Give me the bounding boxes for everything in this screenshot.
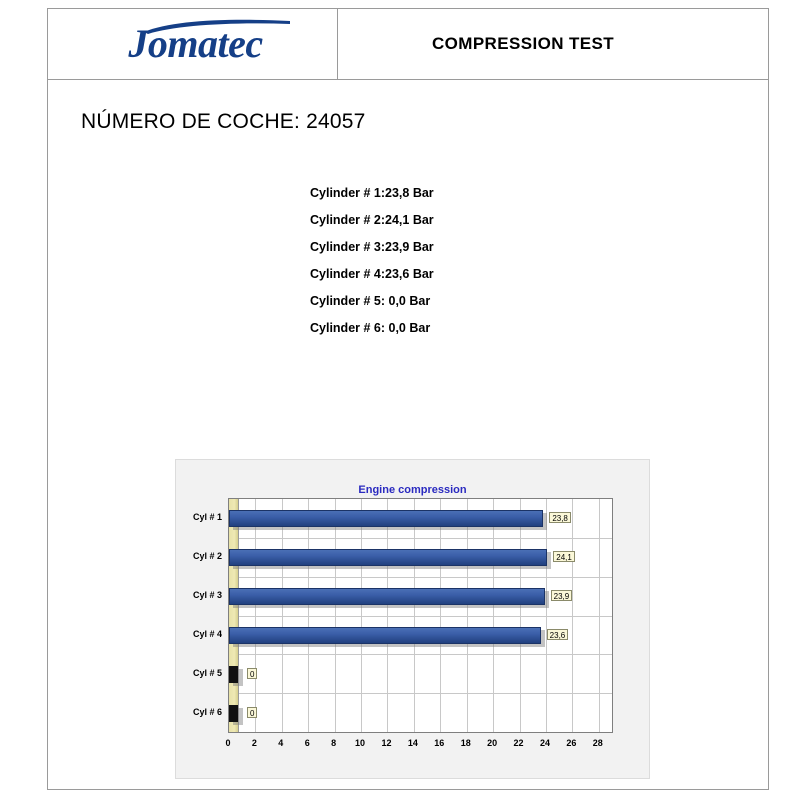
chart-x-tick-label: 12 bbox=[381, 738, 392, 748]
cylinder-value: 23,6 Bar bbox=[385, 267, 434, 281]
chart-x-tick-label: 14 bbox=[407, 738, 418, 748]
chart-x-tick-label: 16 bbox=[434, 738, 445, 748]
cylinder-label: Cylinder # 3: bbox=[310, 240, 386, 254]
chart-category-label: Cyl # 1 bbox=[192, 512, 222, 523]
list-item bbox=[310, 321, 768, 335]
chart-data-label: 23,8 bbox=[549, 512, 571, 523]
cylinder-label: Cylinder # 1: bbox=[310, 186, 386, 200]
document-header bbox=[48, 9, 768, 80]
cylinder-value: 24,1 Bar bbox=[385, 213, 434, 227]
chart-x-tick-label: 0 bbox=[225, 738, 231, 748]
title-cell bbox=[338, 34, 768, 54]
list-item bbox=[310, 186, 768, 200]
chart-gridlines bbox=[229, 499, 612, 732]
cylinder-value: 23,9 Bar bbox=[385, 240, 434, 254]
chart-x-tick-label: 22 bbox=[513, 738, 524, 748]
cylinder-label: Cylinder # 4: bbox=[310, 267, 386, 281]
chart-x-tick-label: 24 bbox=[539, 738, 550, 748]
chart-x-axis-ticks bbox=[225, 738, 613, 752]
chart-bar bbox=[229, 510, 543, 527]
logo-text: omatec bbox=[147, 21, 263, 66]
chart-x-tick-label: 26 bbox=[566, 738, 577, 748]
chart-data-label: 23,9 bbox=[551, 590, 573, 601]
chart-x-tick-label: 18 bbox=[460, 738, 471, 748]
chart-category-label: Cyl # 3 bbox=[192, 590, 222, 601]
chart-x-tick-label: 28 bbox=[592, 738, 603, 748]
chart-bar bbox=[229, 627, 541, 644]
cylinder-label: Cylinder # 5: bbox=[310, 294, 386, 308]
chart-data-label: 23,6 bbox=[547, 629, 569, 640]
chart-plot-area bbox=[192, 498, 613, 733]
list-item bbox=[310, 213, 768, 227]
chart-data-label: 0 bbox=[247, 707, 257, 718]
chart-data-label: 24,1 bbox=[553, 551, 575, 562]
cylinder-label: Cylinder # 2: bbox=[310, 213, 386, 227]
list-item bbox=[310, 294, 768, 308]
logo-initial: J bbox=[128, 21, 148, 66]
cylinder-readings-list bbox=[48, 186, 768, 335]
chart-category-label: Cyl # 4 bbox=[192, 628, 222, 639]
cylinder-value: 0,0 Bar bbox=[385, 294, 431, 308]
cylinder-value: 0,0 Bar bbox=[385, 321, 431, 335]
chart-x-tick-label: 8 bbox=[331, 738, 337, 748]
logo-swoosh-icon bbox=[142, 18, 292, 36]
chart-category-label: Cyl # 2 bbox=[192, 551, 222, 562]
chart-bar bbox=[229, 705, 238, 722]
document-page bbox=[47, 8, 769, 790]
jomatec-logo bbox=[122, 21, 263, 66]
chart-x-tick-label: 6 bbox=[304, 738, 310, 748]
chart-data-label: 0 bbox=[247, 668, 257, 679]
chart-gridline bbox=[229, 654, 612, 655]
cylinder-value: 23,8 Bar bbox=[385, 186, 434, 200]
chart-bar bbox=[229, 549, 547, 566]
chart-y-axis-band bbox=[229, 499, 239, 732]
chart-x-tick-label: 2 bbox=[251, 738, 257, 748]
logo-cell bbox=[48, 9, 338, 79]
chart-gridline bbox=[229, 538, 612, 539]
engine-compression-chart bbox=[175, 459, 650, 779]
chart-category-label: Cyl # 5 bbox=[192, 667, 222, 678]
list-item bbox=[310, 267, 768, 281]
car-number-line: NÚMERO DE COCHE: 24057 bbox=[81, 110, 366, 133]
list-item bbox=[310, 240, 768, 254]
chart-x-tick-label: 10 bbox=[355, 738, 366, 748]
chart-bar bbox=[229, 666, 238, 683]
chart-gridline bbox=[229, 577, 612, 578]
chart-x-tick-label: 20 bbox=[487, 738, 498, 748]
chart-x-tick-label: 4 bbox=[278, 738, 284, 748]
chart-title: Engine compression bbox=[358, 484, 467, 496]
page-title: COMPRESSION TEST bbox=[431, 34, 615, 53]
cylinder-label: Cylinder # 6: bbox=[310, 321, 386, 335]
chart-bar bbox=[229, 588, 545, 605]
chart-gridline bbox=[229, 616, 612, 617]
chart-category-label: Cyl # 6 bbox=[192, 706, 222, 717]
chart-gridline bbox=[229, 693, 612, 694]
